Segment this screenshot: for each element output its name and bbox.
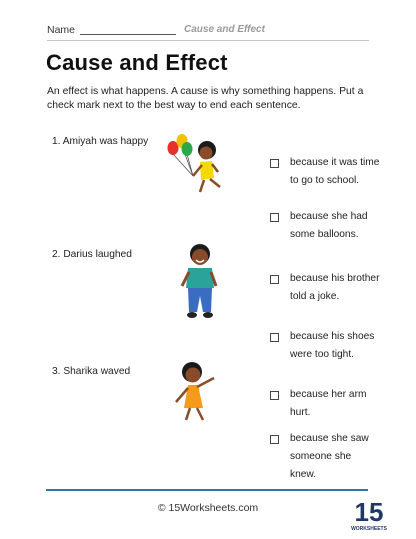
girl-balloons-illustration — [160, 134, 240, 196]
option-label: because she saw someone she knew. — [290, 433, 369, 480]
question-3-option-1[interactable] — [270, 389, 380, 422]
name-line[interactable] — [80, 34, 176, 35]
footer-credit: © 15Worksheets.com — [157, 502, 259, 514]
footer-divider — [46, 489, 368, 491]
question-1-option-1[interactable] — [270, 157, 380, 190]
question-3-prompt: 3. Sharika waved — [52, 366, 131, 377]
question-2-prompt: 2. Darius laughed — [52, 249, 132, 260]
question-2-option-2[interactable] — [270, 331, 380, 364]
girl-waving-illustration — [170, 358, 234, 424]
option-label: because his shoes were too tight. — [290, 331, 375, 360]
checkbox[interactable] — [270, 391, 279, 400]
question-1-prompt: 1. Amiyah was happy — [52, 136, 149, 147]
header-divider — [47, 40, 369, 41]
option-label: because his brother told a joke. — [290, 273, 380, 302]
question-1-option-2[interactable] — [270, 211, 380, 244]
logo-caption: WORKSHEETS — [351, 526, 387, 532]
checkbox[interactable] — [270, 159, 279, 168]
question-2-option-1[interactable] — [270, 273, 380, 306]
name-label: Name — [47, 24, 76, 36]
checkbox[interactable] — [270, 275, 279, 284]
option-label: because it was time to go to school. — [290, 157, 380, 186]
boy-laughing-illustration — [178, 242, 222, 320]
checkbox[interactable] — [270, 333, 279, 342]
checkbox[interactable] — [270, 213, 279, 222]
option-label: because she had some balloons. — [290, 211, 368, 240]
option-label: because her arm hurt. — [290, 389, 367, 418]
header-subject: Cause and Effect — [184, 24, 265, 35]
page-title: Cause and Effect — [46, 50, 228, 75]
question-3-option-2[interactable] — [270, 433, 380, 484]
instructions: An effect is what happens. A cause is why something happens. Put a check mark next to the best way to end each sentence. — [47, 86, 364, 111]
logo-number: 15 — [354, 497, 384, 527]
checkbox[interactable] — [270, 435, 279, 444]
worksheets-logo — [350, 497, 388, 533]
